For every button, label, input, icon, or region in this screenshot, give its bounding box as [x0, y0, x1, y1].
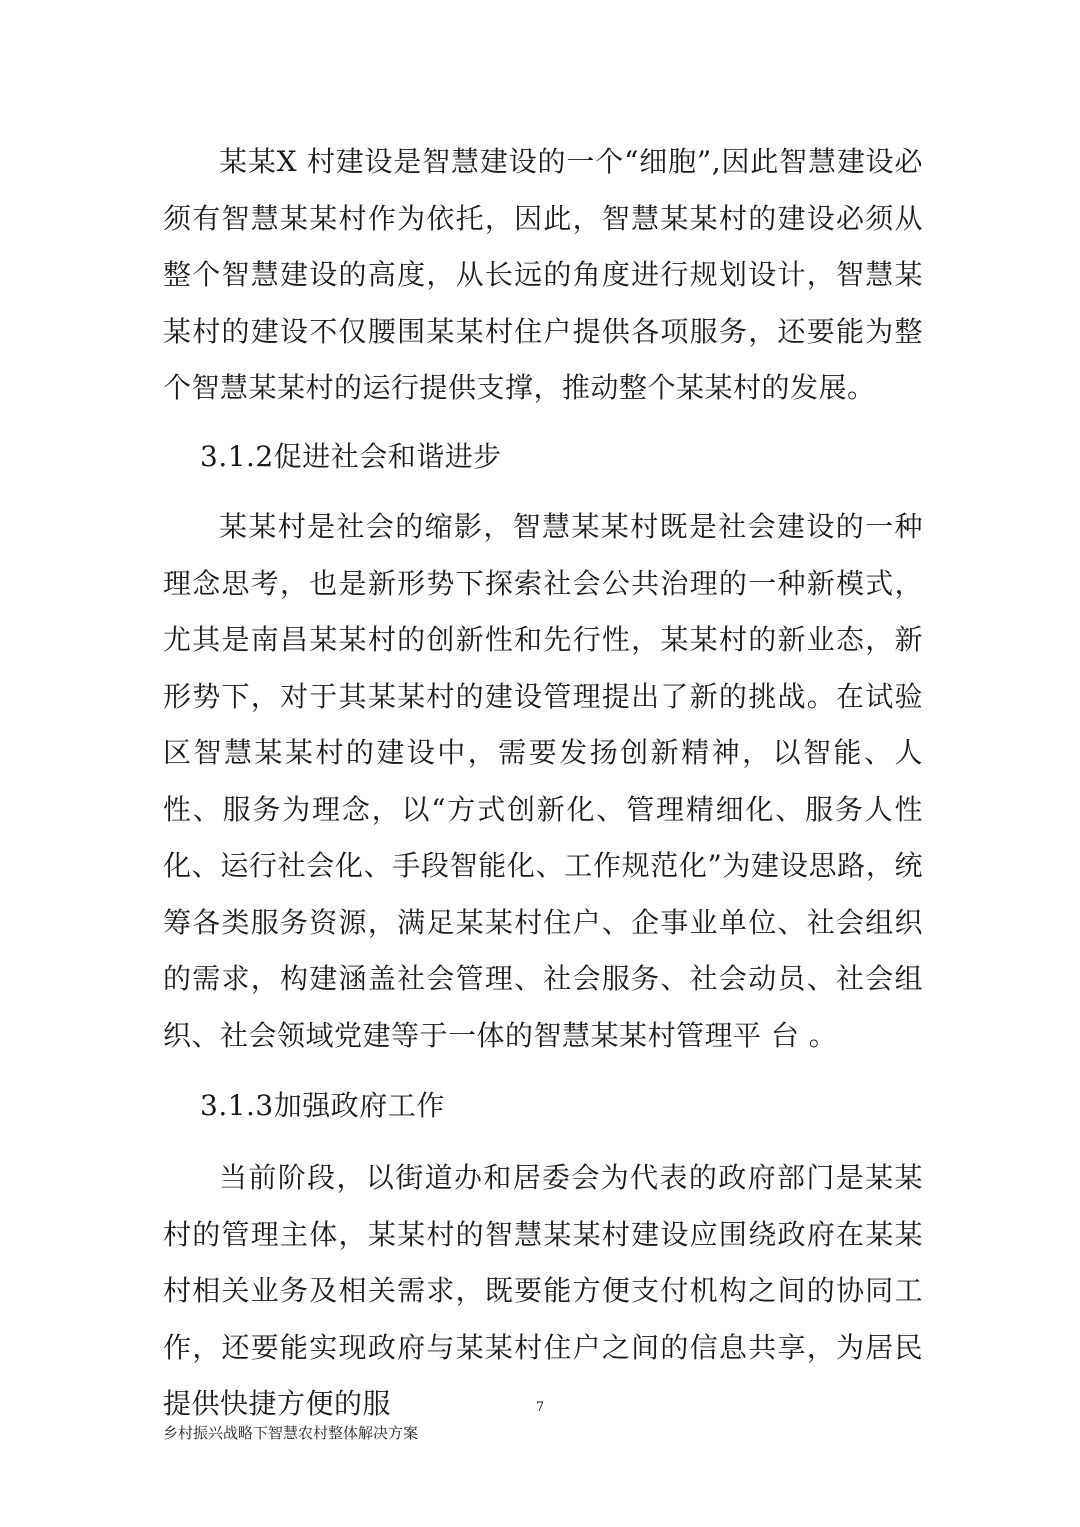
section-heading-3-1-2: 3.1.2促进社会和谐进步 — [200, 440, 502, 473]
paragraph-village-cell: 某某X 村建设是智慧建设的一个“细胞”,因此智慧建设必须有智慧某某村作为依托，因此，智慧某某村的建设必须从整个智慧建设的高度，从长远的角度进行规划设计，智慧某某村的建设不仅腰围某某村住户提供各项服务，还要能为整个智慧某某村的运行提供支撑，推动整个某某村的发展。 — [163, 145, 923, 404]
footer-title: 乡村振兴战略下智慧农村整体解决方案 — [163, 1424, 419, 1442]
section-heading-3-1-3: 3.1.3加强政府工作 — [200, 1089, 445, 1122]
paragraph-government-work: 当前阶段，以街道办和居委会为代表的政府部门是某某村的管理主体，某某村的智慧某某村建设应围绕政府在某某村相关业务及相关需求，既要能方便支付机构之间的协同工作，还要能实现政府与某某村住户之间的信息共享，为居民提供快捷方便的服 — [163, 1161, 923, 1420]
paragraph-social-harmony: 某某村是社会的缩影，智慧某某村既是社会建设的一种理念思考，也是新形势下探索社会公共治理的一种新模式，尤其是南昌某某村的创新性和先行性，某某村的新业态，新形势下，对于其某某村的建设管理提出了新的挑战。在试验区智慧某某村的建设中，需要发扬创新精神，以智能、人性、服务为理念，以“方式创新化、管理精细化、服务人性化、运行社会化、手段智能化、工作规范化”为建设思路，统筹各类服务资源，满足某某村住户、企事业单位、社会组织的需求，构建涵盖社会管理、社会服务、社会动员、社会组织、社会领域党建等于一体的智慧某某村管理平 台 。 — [163, 510, 923, 1052]
page-number: 7 — [535, 1400, 545, 1415]
